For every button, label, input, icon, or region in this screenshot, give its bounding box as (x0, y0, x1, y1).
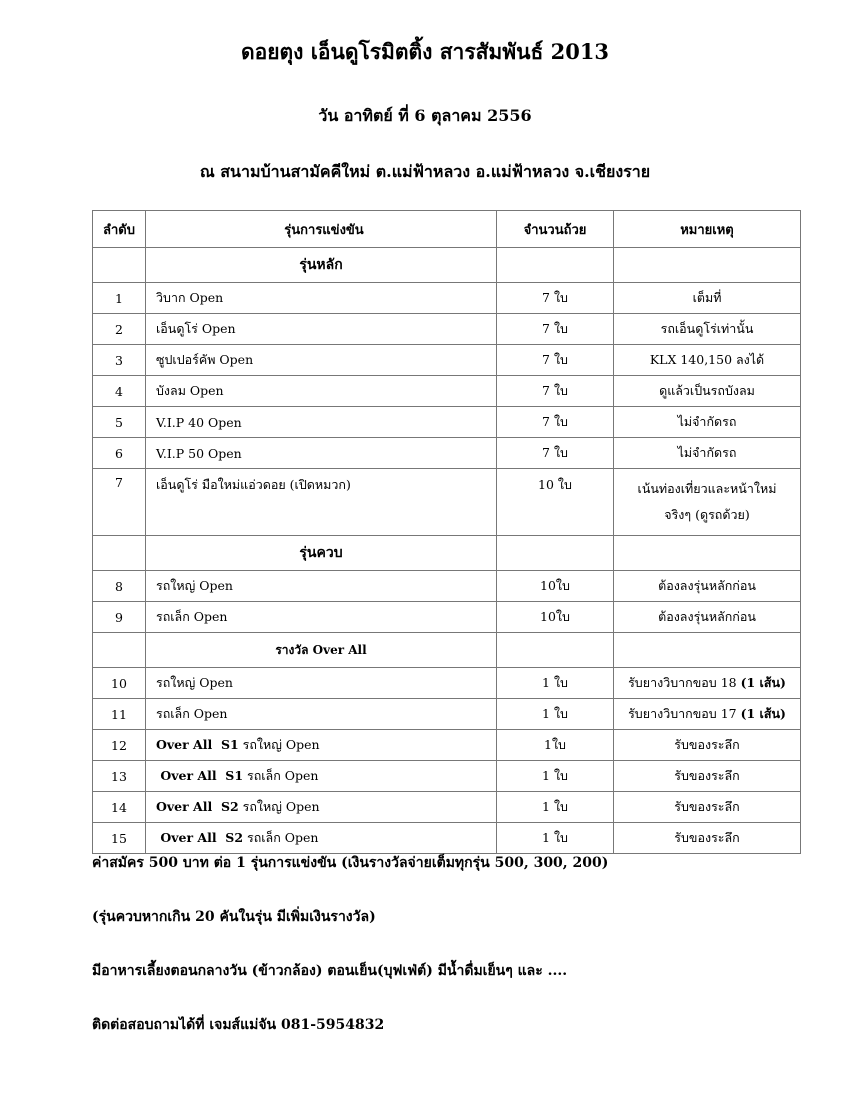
table-row (93, 571, 801, 602)
race-class-table (92, 210, 801, 854)
row-no: 13 (93, 761, 146, 792)
table-row (93, 823, 801, 854)
row-class: V.I.P 40 Open (146, 407, 497, 438)
table-row (93, 792, 801, 823)
row-class-prefix: Over All S1 (156, 737, 239, 752)
row-class-prefix: Over All S1 (156, 768, 244, 783)
table-row (93, 438, 801, 469)
row-remarks-bold: (1 เส้น) (740, 706, 786, 721)
header-remarks: หมายเหตุ (614, 211, 801, 248)
row-class: รถใหญ่ Open (146, 571, 497, 602)
row-class (146, 730, 497, 761)
section-overall-label: รางวัล Over All (146, 633, 497, 668)
row-remarks: รถเอ็นดูโร่เท่านั้น (614, 314, 801, 345)
section-row-main (93, 248, 801, 283)
row-no: 8 (93, 571, 146, 602)
row-trophies: 1 ใบ (497, 699, 614, 730)
row-remarks (614, 699, 801, 730)
row-no: 10 (93, 668, 146, 699)
row-remarks: รับของระลึก (614, 761, 801, 792)
row-class (146, 761, 497, 792)
row-trophies: 1 ใบ (497, 761, 614, 792)
row-remarks-text: รับยางวิบากขอบ 18 (628, 675, 741, 690)
row-remarks (614, 469, 801, 536)
row-remarks: ต้องลงรุ่นหลักก่อน (614, 571, 801, 602)
section-row-control (93, 536, 801, 571)
header-class: รุ่นการแข่งขัน (146, 211, 497, 248)
row-no: 1 (93, 283, 146, 314)
row-trophies: 7 ใบ (497, 407, 614, 438)
row-class-prefix: Over All S2 (156, 830, 244, 845)
row-class: วิบาก Open (146, 283, 497, 314)
row-trophies: 1ใบ (497, 730, 614, 761)
entry-fee-note: ค่าสมัคร 500 บาท ต่อ 1 รุ่นการแข่งขัน (เงินรางวัลจ่ายเต็มทุกรุ่น 500, 300, 200) (92, 855, 609, 871)
table-row (93, 314, 801, 345)
row-remarks: รับของระลึก (614, 823, 801, 854)
row-trophies: 1 ใบ (497, 792, 614, 823)
row-no: 9 (93, 602, 146, 633)
header-trophies: จำนวนถ้วย (497, 211, 614, 248)
row-no: 6 (93, 438, 146, 469)
row-remarks: รับของระลึก (614, 792, 801, 823)
table-row (93, 699, 801, 730)
row-class: V.I.P 50 Open (146, 438, 497, 469)
table-row (93, 730, 801, 761)
row-trophies: 1 ใบ (497, 668, 614, 699)
row-no: 12 (93, 730, 146, 761)
row-class (146, 792, 497, 823)
row-remarks: ไม่จำกัดรถ (614, 438, 801, 469)
table-row (93, 376, 801, 407)
table-row (93, 283, 801, 314)
row-trophies: 7 ใบ (497, 438, 614, 469)
table-row (93, 407, 801, 438)
row-trophies: 10ใบ (497, 602, 614, 633)
row-remarks-line2: จริงๆ (ดูรถด้วย) (664, 507, 750, 522)
table-row (93, 602, 801, 633)
header-no: ลำดับ (93, 211, 146, 248)
row-remarks-bold: (1 เส้น) (740, 675, 786, 690)
row-class: รถใหญ่ Open (146, 668, 497, 699)
row-remarks: รับของระลึก (614, 730, 801, 761)
row-class: เอ็นดูโร่ Open (146, 314, 497, 345)
table-row (93, 469, 801, 536)
row-trophies: 7 ใบ (497, 345, 614, 376)
row-class: ซูปเปอร์คัพ Open (146, 345, 497, 376)
event-venue: ณ สนามบ้านสามัคคีใหม่ ต.แม่ฟ้าหลวง อ.แม่ฟ้าหลวง จ.เชียงราย (199, 162, 651, 181)
row-class (146, 823, 497, 854)
table-header-row (93, 211, 801, 248)
row-remarks: เต็มที่ (614, 283, 801, 314)
row-class-text: รถเล็ก Open (243, 768, 319, 783)
table-row (93, 668, 801, 699)
event-date: วัน อาทิตย์ ที่ 6 ตุลาคม 2556 (318, 106, 532, 125)
row-class: รถเล็ก Open (146, 602, 497, 633)
row-class: บังลม Open (146, 376, 497, 407)
bonus-prize-note: (รุ่นควบหากเกิน 20 คันในรุ่น มีเพิ่มเงินรางวัล) (92, 909, 376, 925)
food-note: มีอาหารเลี้ยงตอนกลางวัน (ข้าวกล้อง) ตอนเย็น(บุฟเฟ่ต์) มีน้ำดื่มเย็นๆ และ .... (92, 963, 568, 979)
row-trophies: 7 ใบ (497, 283, 614, 314)
section-control-label: รุ่นควบ (146, 536, 497, 571)
row-remarks: KLX 140,150 ลงได้ (614, 345, 801, 376)
section-row-overall (93, 633, 801, 668)
row-remarks: ไม่จำกัดรถ (614, 407, 801, 438)
row-trophies: 10ใบ (497, 571, 614, 602)
row-no: 14 (93, 792, 146, 823)
row-class-text: รถใหญ่ Open (238, 799, 320, 814)
row-remarks-text: รับยางวิบากขอบ 17 (628, 706, 741, 721)
row-remarks: ดูแล้วเป็นรถบังลม (614, 376, 801, 407)
row-trophies: 10 ใบ (497, 469, 614, 536)
row-class-text: รถใหญ่ Open (238, 737, 320, 752)
row-trophies: 7 ใบ (497, 376, 614, 407)
row-trophies: 7 ใบ (497, 314, 614, 345)
row-no: 2 (93, 314, 146, 345)
row-no: 15 (93, 823, 146, 854)
page-title: ดอยตุง เอ็นดูโรมิตติ้ง สารสัมพันธ์ 2013 (240, 39, 610, 64)
contact-note: ติดต่อสอบถามได้ที่ เจมส์แม่จัน 081-5954832 (92, 1017, 385, 1033)
row-remarks-line1: เน้นท่องเที่ยวและหน้าใหม่ (637, 481, 777, 496)
row-class: รถเล็ก Open (146, 699, 497, 730)
row-no: 3 (93, 345, 146, 376)
table-row (93, 761, 801, 792)
table-row (93, 345, 801, 376)
section-main-label: รุ่นหลัก (146, 248, 497, 283)
row-class-text: รถเล็ก Open (243, 830, 319, 845)
row-class-prefix: Over All S2 (156, 799, 239, 814)
row-remarks (614, 668, 801, 699)
row-class: เอ็นดูโร่ มือใหม่แอ่วดอย (เปิดหมวก) (146, 469, 497, 536)
row-no: 5 (93, 407, 146, 438)
row-no: 11 (93, 699, 146, 730)
row-trophies: 1 ใบ (497, 823, 614, 854)
row-remarks: ต้องลงรุ่นหลักก่อน (614, 602, 801, 633)
row-no: 4 (93, 376, 146, 407)
row-no: 7 (93, 469, 146, 536)
